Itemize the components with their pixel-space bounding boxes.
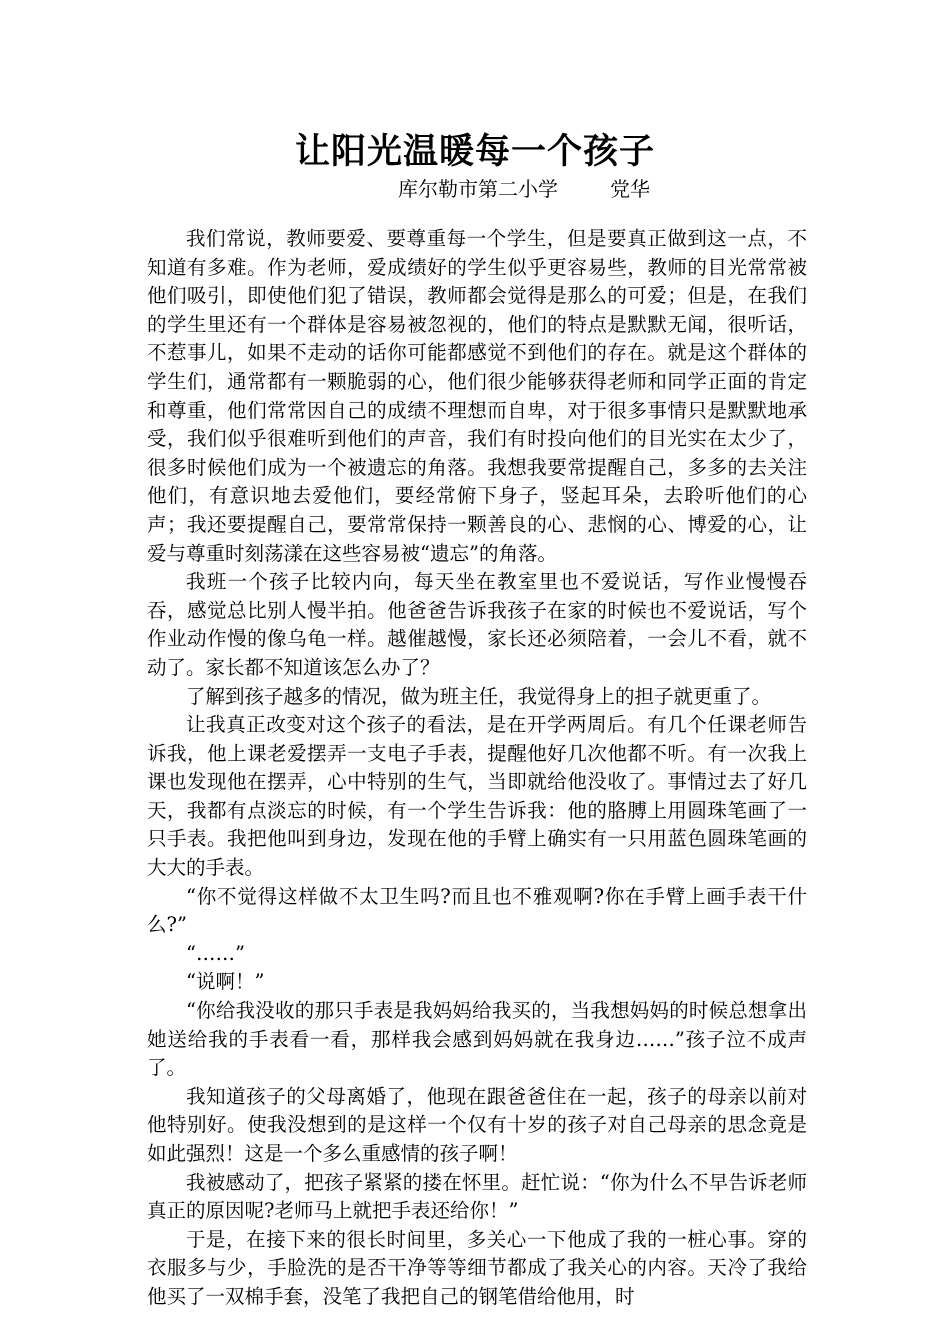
paragraph: “……” bbox=[186, 941, 245, 965]
document-title: 让阳光温暖每一个孩子 bbox=[294, 131, 655, 172]
paragraph: 让我真正改变对这个孩子的看法，是在开学两周后。有几个任课老师告诉我，他上课老爱摆弄一支电子手表，提醒他好几次他都不听。有一次我上课也发现他在摆弄，心中特别的生气，当即就给他没收了。事情过去了好几天，我都有点淡忘的时候，有一个学生告诉我：他的胳膊上用圆珠笔画了一只手表。我把他叫到身边，发现在他的手臂上确实有一只用蓝色圆珠笔画的大大的手表。 bbox=[147, 713, 807, 880]
byline bbox=[398, 176, 650, 202]
paragraph: 我们常说，教师要爱、要尊重每一个学生，但是要真正做到这一点，不知道有多难。作为老师，爱成绩好的学生似乎更容易些，教师的目光常常被他们吸引，即使他们犯了错误，教师都会觉得是那么的可爱；但是，在我们的学生里还有一个群体是容易被忽视的，他们的特点是默默无闻，很听话，不惹事儿，如果不走动的话你可能都感觉不到他们的存在。就是这个群体的学生们，通常都有一颗脆弱的心，他们很少能够获得老师和同学正面的肯定和尊重，他们常常因自己的成绩不理想而自卑，对于很多事情只是默默地承受，我们似乎很难听到他们的声音，我们有时投向他们的目光实在太少了，很多时候他们成为一个被遗忘的角落。我想我要常提醒自己，多多的去关注他们，有意识地去爱他们，要经常俯下身子，竖起耳朵，去聆听他们的心声；我还要提醒自己，要常常保持一颗善良的心、悲悯的心、博爱的心，让爱与尊重时刻荡漾在这些容易被“遗忘”的角落。 bbox=[147, 227, 807, 565]
paragraph: “说啊！” bbox=[186, 970, 265, 994]
paragraph: 我被感动了，把孩子紧紧的搂在怀里。赶忙说：“你为什么不早告诉老师真正的原因呢?老师马上就把手表还给你！” bbox=[147, 1170, 807, 1223]
paragraph: “你不觉得这样做不太卫生吗?而且也不雅观啊?你在手臂上画手表干什么?” bbox=[147, 884, 807, 937]
paragraph: 我班一个孩子比较内向，每天坐在教室里也不爱说话，写作业慢慢吞吞，感觉总比别人慢半拍。他爸爸告诉我孩子在家的时候也不爱说话，写个作业动作慢的像乌龟一样。越催越慢，家长还必须陪着，一会儿不看，就不动了。家长都不知道该怎么办了？ bbox=[147, 570, 807, 679]
school-name: 库尔勒市第二小学 bbox=[398, 177, 558, 201]
author-name: 党华 bbox=[610, 177, 650, 201]
paragraph: “你给我没收的那只手表是我妈妈给我买的，当我想妈妈的时候总想拿出她送给我的手表看一看，那样我会感到妈妈就在我身边……”孩子泣不成声了。 bbox=[147, 999, 807, 1080]
paragraph: 了解到孩子越多的情况，做为班主任，我觉得身上的担子就更重了。 bbox=[186, 684, 772, 708]
paragraph: 我知道孩子的父母离婚了，他现在跟爸爸住在一起，孩子的母亲以前对他特别好。使我没想到的是这样一个仅有十岁的孩子对自己母亲的思念竟是如此强烈！这是一个多么重感情的孩子啊！ bbox=[147, 1084, 807, 1165]
paragraph: 于是，在接下来的很长时间里，多关心一下他成了我的一桩心事。穿的衣服多与少，手脸洗的是否干净等等细节都成了我关心的内容。天冷了我给他买了一双棉手套，没笔了我把自己的钢笔借给他用，时 bbox=[147, 1227, 807, 1308]
article-body bbox=[147, 225, 807, 1312]
